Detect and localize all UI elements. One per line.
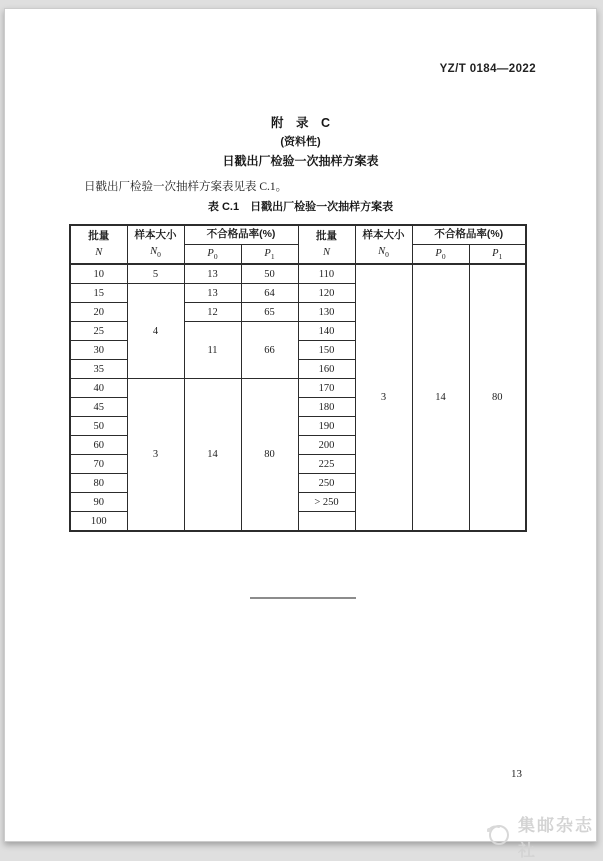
header-batch-right <box>298 225 355 264</box>
table-cell: 80 <box>469 264 526 531</box>
table-cell: 14 <box>412 264 469 531</box>
table-cell: 13 <box>184 264 241 284</box>
header-p1-right: $P_1$ <box>469 245 526 265</box>
header-sample-symbol: $N_0$ <box>150 245 161 259</box>
header-defect-right: 不合格品率(%) <box>412 225 526 245</box>
table-cell: 180 <box>298 398 355 417</box>
table-cell: 110 <box>298 264 355 284</box>
table-cell: 45 <box>70 398 127 417</box>
header-p0-right: $P_0$ <box>412 245 469 265</box>
table-cell: 5 <box>127 264 184 284</box>
document-page <box>4 8 597 860</box>
table-cell: 3 <box>127 379 184 532</box>
table-cell: 13 <box>184 284 241 303</box>
header-sample-label: 样本大小 <box>134 229 177 242</box>
table-cell: 130 <box>298 303 355 322</box>
table-cell: 50 <box>241 264 298 284</box>
header-batch-left <box>70 225 127 264</box>
table-cell: 30 <box>70 341 127 360</box>
table-body <box>70 264 526 531</box>
table-cell: 11 <box>184 322 241 379</box>
header-p0-left: $P_0$ <box>184 245 241 265</box>
header-sample-right <box>355 225 412 264</box>
table-cell: 12 <box>184 303 241 322</box>
header-batch-symbol: N <box>322 246 330 258</box>
table-cell: 20 <box>70 303 127 322</box>
header-row-1 <box>70 225 526 245</box>
header-batch-label: 批量 <box>316 230 337 243</box>
header-sample-label: 样本大小 <box>362 229 405 242</box>
table-cell: 10 <box>70 264 127 284</box>
table-row <box>70 264 526 284</box>
appendix-subheading: (资料性) <box>280 136 321 148</box>
table-cell: 60 <box>70 436 127 455</box>
table-cell: 140 <box>298 322 355 341</box>
header-p1-left: $P_1$ <box>241 245 298 265</box>
header-sample-left <box>127 225 184 264</box>
table-caption: 表 C.1 日戳出厂检验一次抽样方案表 <box>207 201 394 213</box>
header-batch-label: 批量 <box>88 230 110 243</box>
page-number: 13 <box>511 768 522 780</box>
watermark-text: 集邮杂志社 <box>518 816 594 860</box>
table-cell: 25 <box>70 322 127 341</box>
table-cell: 150 <box>298 341 355 360</box>
table-cell: 200 <box>298 436 355 455</box>
table-cell: 35 <box>70 360 127 379</box>
table-cell <box>298 512 355 532</box>
table-cell: 66 <box>241 322 298 379</box>
table-cell: 3 <box>355 264 412 531</box>
table-cell: 250 <box>298 474 355 493</box>
appendix-title: 日戳出厂检验一次抽样方案表 <box>222 154 379 168</box>
header-defect-left: 不合格品率(%) <box>184 225 298 245</box>
table-cell: 40 <box>70 379 127 398</box>
table-cell: 70 <box>70 455 127 474</box>
table-cell: 225 <box>298 455 355 474</box>
header-batch-symbol: N <box>95 246 103 258</box>
table-cell: 15 <box>70 284 127 303</box>
sampling-plan-table <box>69 224 527 532</box>
end-of-section-rule <box>250 597 356 599</box>
intro-paragraph: 日戳出厂检验一次抽样方案表见表 C.1。 <box>84 181 288 193</box>
table-cell: 50 <box>70 417 127 436</box>
table-cell: 170 <box>298 379 355 398</box>
table-cell: 160 <box>298 360 355 379</box>
table-cell: 80 <box>241 379 298 532</box>
appendix-heading: 附 录 C <box>270 116 331 130</box>
table-cell: 14 <box>184 379 241 532</box>
publisher-watermark <box>485 811 596 861</box>
table-cell: 80 <box>70 474 127 493</box>
header-sample-symbol: $N_0$ <box>378 245 389 259</box>
table-cell: 120 <box>298 284 355 303</box>
table-header <box>70 225 526 264</box>
table-cell: 65 <box>241 303 298 322</box>
table-cell: 100 <box>70 512 127 532</box>
publisher-logo-icon <box>485 821 511 852</box>
table-cell: 4 <box>127 284 184 379</box>
table-cell: > 250 <box>298 493 355 512</box>
table-cell: 190 <box>298 417 355 436</box>
table-cell: 90 <box>70 493 127 512</box>
standard-number: YZ/T 0184—2022 <box>439 63 536 75</box>
table-cell: 64 <box>241 284 298 303</box>
